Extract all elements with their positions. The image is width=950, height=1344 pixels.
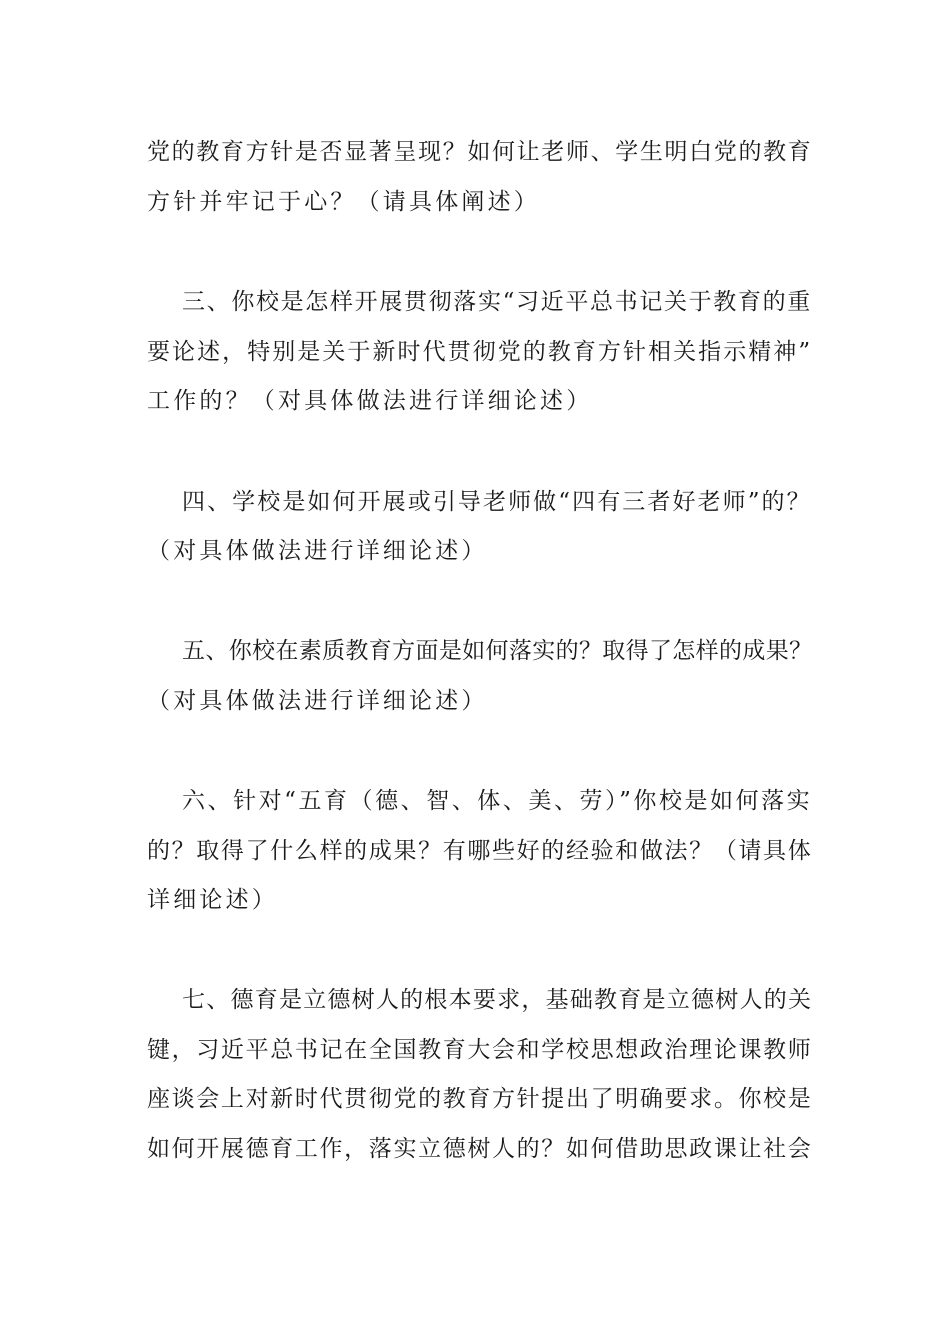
paragraph-3-line-1: 三、你校是怎样开展贯彻落实“习近平总书记关于教育的重 (182, 289, 812, 315)
paragraph-7-line-2: 键，习近平总书记在全国教育大会和学校思想政治理论课教师 (147, 1037, 813, 1063)
paragraph-5-line-2: （对具体做法进行详细论述） (147, 688, 488, 714)
paragraph-4-line-1: 四、学校是如何开展或引导老师做“四有三者好老师”的？ (182, 489, 812, 515)
paragraph-4-line-2: （对具体做法进行详细论述） (147, 538, 488, 564)
paragraph-5-line-1: 五、你校在素质教育方面是如何落实的？取得了怎样的成果？ (182, 638, 813, 664)
paragraph-7-line-3: 座谈会上对新时代贯彻党的教育方针提出了明确要求。你校是 (147, 1086, 813, 1112)
paragraph-6-line-2: 的？取得了什么样的成果？有哪些好的经验和做法？（请具体 (147, 838, 813, 864)
paragraph-7-line-4: 如何开展德育工作，落实立德树人的？如何借助思政课让社会 (147, 1136, 813, 1162)
paragraph-7-line-1: 七、德育是立德树人的根本要求，基础教育是立德树人的关 (182, 987, 813, 1013)
paragraph-1-line-1: 党的教育方针是否显著呈现？如何让老师、学生明白党的教育 (147, 139, 813, 165)
paragraph-1-line-2: 方针并牢记于心？（请具体阐述） (147, 189, 540, 215)
paragraph-3-line-2: 要论述，特别是关于新时代贯彻党的教育方针相关指示精神” (147, 339, 813, 365)
paragraph-3-line-3: 工作的？（对具体做法进行详细论述） (147, 388, 593, 414)
paragraph-6-line-1: 六、针对“五育（德、智、体、美、劳）”你校是如何落实 (182, 788, 813, 814)
paragraph-6-line-3: 详细论述） (147, 887, 278, 913)
